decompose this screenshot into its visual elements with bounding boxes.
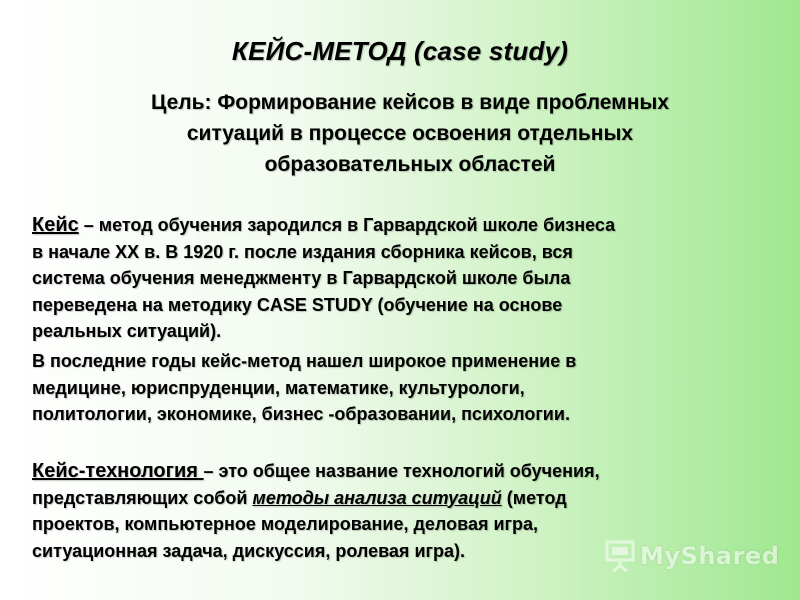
paragraph-line: ситуационная задача, дискуссия, ролевая игра). bbox=[32, 540, 466, 561]
paragraph-line: политологии, экономике, бизнес -образовании, психологии. bbox=[32, 404, 570, 424]
dash: – bbox=[203, 461, 219, 481]
slide-title: КЕЙС-МЕТОД (case study) bbox=[231, 36, 569, 66]
case-definition-paragraph bbox=[32, 212, 792, 345]
goal-line: ситуаций в процессе освоения отдельных bbox=[186, 122, 634, 145]
paragraph-line: медицине, юриспруденции, математике, культурологи, bbox=[32, 377, 525, 398]
dash: – bbox=[78, 215, 99, 235]
paragraph-line: реальных ситуаций). bbox=[32, 321, 222, 341]
line-text: (метод bbox=[501, 487, 567, 508]
case-technology-term: Кейс-технология bbox=[32, 460, 204, 482]
paragraph-line: В последние годы кейс-метод нашел широкое применение в bbox=[32, 351, 577, 371]
presentation-board-icon bbox=[604, 539, 636, 573]
watermark bbox=[604, 536, 779, 576]
watermark-text: MyShared bbox=[640, 542, 780, 570]
goal-line: образовательных областей bbox=[264, 153, 556, 176]
goal-text bbox=[40, 87, 780, 180]
case-term: Кейс bbox=[32, 214, 79, 236]
paragraph-line: в начале XX в. В 1920 г. после издания сборника кейсов, вся bbox=[32, 241, 573, 262]
paragraph-line: проектов, компьютерное моделирование, деловая игра, bbox=[32, 514, 539, 534]
line-text: это общее название технологий обучения, bbox=[218, 461, 600, 481]
goal-line: Цель: Формирование кейсов в виде проблемных bbox=[150, 91, 670, 114]
paragraph-line bbox=[32, 212, 792, 239]
paragraph-line bbox=[32, 485, 792, 512]
emphasized-text: методы анализа ситуаций bbox=[252, 487, 502, 508]
case-usage-paragraph bbox=[32, 348, 792, 428]
line-text: метод обучения зародился в Гарвардской школе бизнеса bbox=[98, 215, 616, 235]
paragraph-line bbox=[32, 458, 792, 485]
paragraph-line: система обучения менеджменту в Гарвардской школе была bbox=[32, 268, 571, 288]
paragraph-line: переведена на методику CASE STUDY (обучение на основе bbox=[32, 294, 563, 315]
line-text: представляющих собой bbox=[32, 487, 253, 508]
